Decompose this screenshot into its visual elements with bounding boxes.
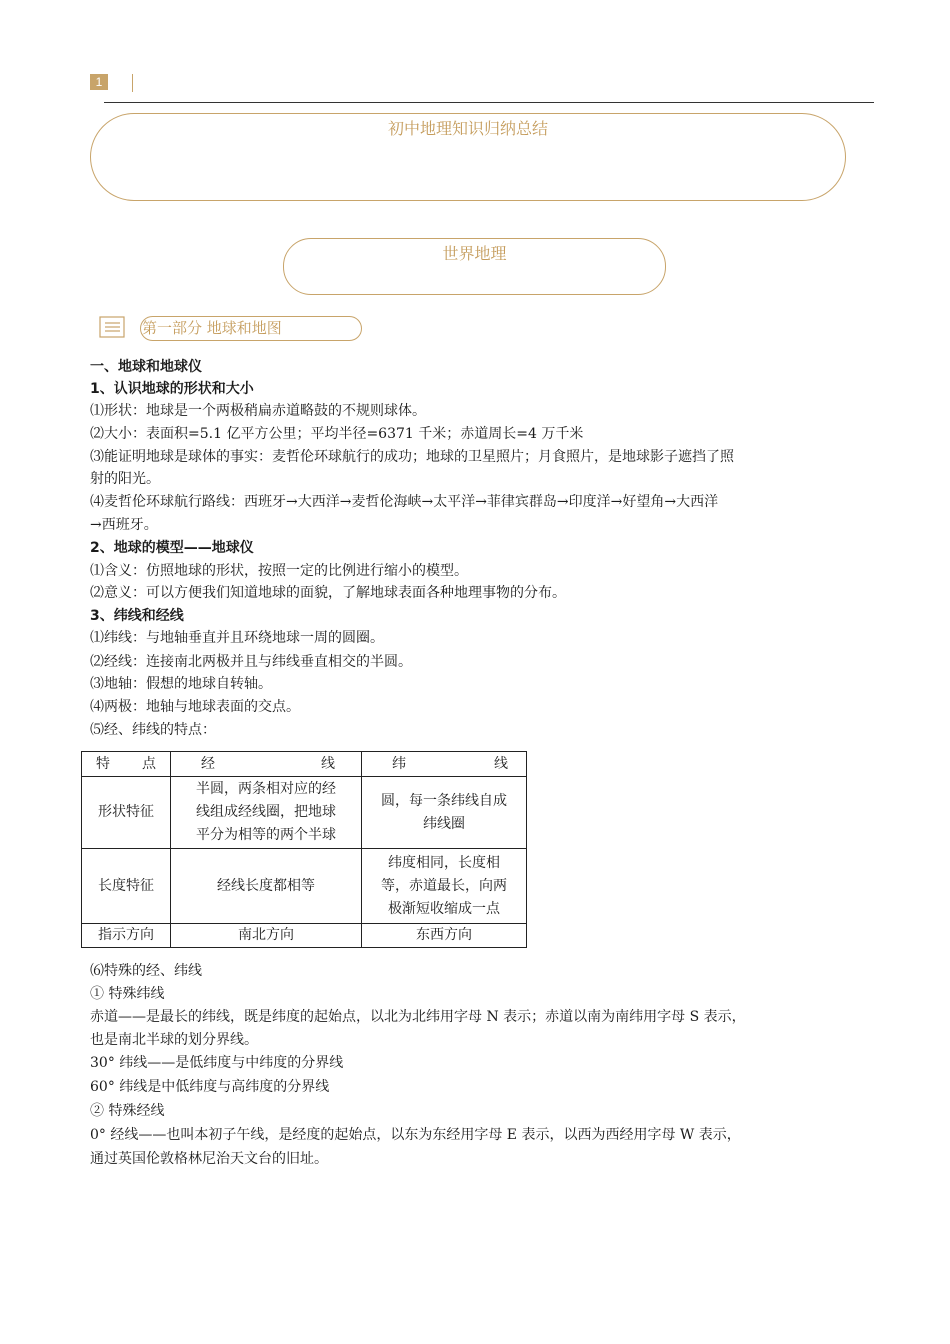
header-divider [132,74,133,92]
table-header-cell: 特 点 [82,752,171,777]
table-row [82,849,527,924]
text-line: ⑸经、纬线的特点： [90,722,216,738]
text-line: ⑶地轴：假想的地球自转轴。 [90,676,272,692]
table-cell: 半圆，两条相对应的经 线组成经线圈，把地球 平分为相等的两个半球 [171,777,362,849]
heading-1: 一、地球和地球仪 [90,359,202,375]
doc-title: 初中地理知识归纳总结 [387,119,548,138]
page-number-badge: 1 [90,74,108,90]
text-line: ⑷麦哲伦环球航行路线：西班牙→大西洋→麦哲伦海峡→太平洋→菲律宾群岛→印度洋→好望角→大西洋 [90,494,719,510]
table-cell: 东西方向 [362,924,527,948]
header-rule [104,102,874,103]
table-row [82,777,527,849]
table-header-cell: 经 线 [171,752,362,777]
text-line: ⑶能证明地球是球体的事实：麦哲伦环球航行的成功；地球的卫星照片；月食照片，是地球影子遮挡了照 [90,449,734,465]
table-cell: 指示方向 [82,924,171,948]
text-line: 0° 经线——也叫本初子午线，是经度的起始点，以东为东经用字母 E 表示，以西为西经用字母 W 表示， [90,1127,741,1143]
table-cell: 南北方向 [171,924,362,948]
meridian-parallel-table [81,751,527,948]
text-line: ⑴形状：地球是一个两极稍扁赤道略鼓的不规则球体。 [90,403,426,419]
text-line: 也是南北半球的划分界线。 [90,1032,258,1048]
text-line: ⑵经线：连接南北两极并且与纬线垂直相交的半圆。 [90,654,412,670]
part-title: 第一部分 地球和地图 [142,319,282,337]
text-line: ⑴纬线：与地轴垂直并且环绕地球一周的圆圈。 [90,630,384,646]
heading-1-2: 2、地球的模型——地球仪 [90,540,254,556]
table-cell: 长度特征 [82,849,171,924]
text-line: →西班牙。 [90,517,158,533]
text-line: 赤道——是最长的纬线，既是纬度的起始点，以北为北纬用字母 N 表示；赤道以南为南纬用字母 S 表示， [90,1009,746,1025]
text-line: ⑷两极：地轴与地球表面的交点。 [90,699,300,715]
text-line: 通过英国伦敦格林尼治天文台的旧址。 [90,1151,328,1167]
section-title: 世界地理 [442,244,507,263]
table-row [82,924,527,948]
table-header-cell: 纬 线 [362,752,527,777]
table-header-row [82,752,527,777]
text-line: 60° 纬线是中低纬度与高纬度的分界线 [90,1079,330,1095]
text-line: ① 特殊纬线 [90,986,165,1002]
text-line: 30° 纬线——是低纬度与中纬度的分界线 [90,1055,344,1071]
table-cell: 形状特征 [82,777,171,849]
text-line: ⑴含义：仿照地球的形状，按照一定的比例进行缩小的模型。 [90,563,468,579]
text-line: 射的阳光。 [90,471,160,487]
table-cell: 圆，每一条纬线自成 纬线圈 [362,777,527,849]
table-cell: 纬度相同，长度相 等，赤道最长，向两 极渐短收缩成一点 [362,849,527,924]
heading-1-3: 3、纬线和经线 [90,608,184,624]
text-line: ⑵意义：可以方便我们知道地球的面貌，了解地球表面各种地理事物的分布。 [90,585,566,601]
heading-1-1: 1、认识地球的形状和大小 [90,381,254,397]
book-icon [98,314,126,340]
text-line: ⑹特殊的经、纬线 [90,963,202,979]
text-line: ⑵大小：表面积=5.1 亿平方公里；平均半径=6371 千米；赤道周长=4 万千米 [90,426,584,442]
table-cell: 经线长度都相等 [171,849,362,924]
text-line: ② 特殊经线 [90,1103,165,1119]
